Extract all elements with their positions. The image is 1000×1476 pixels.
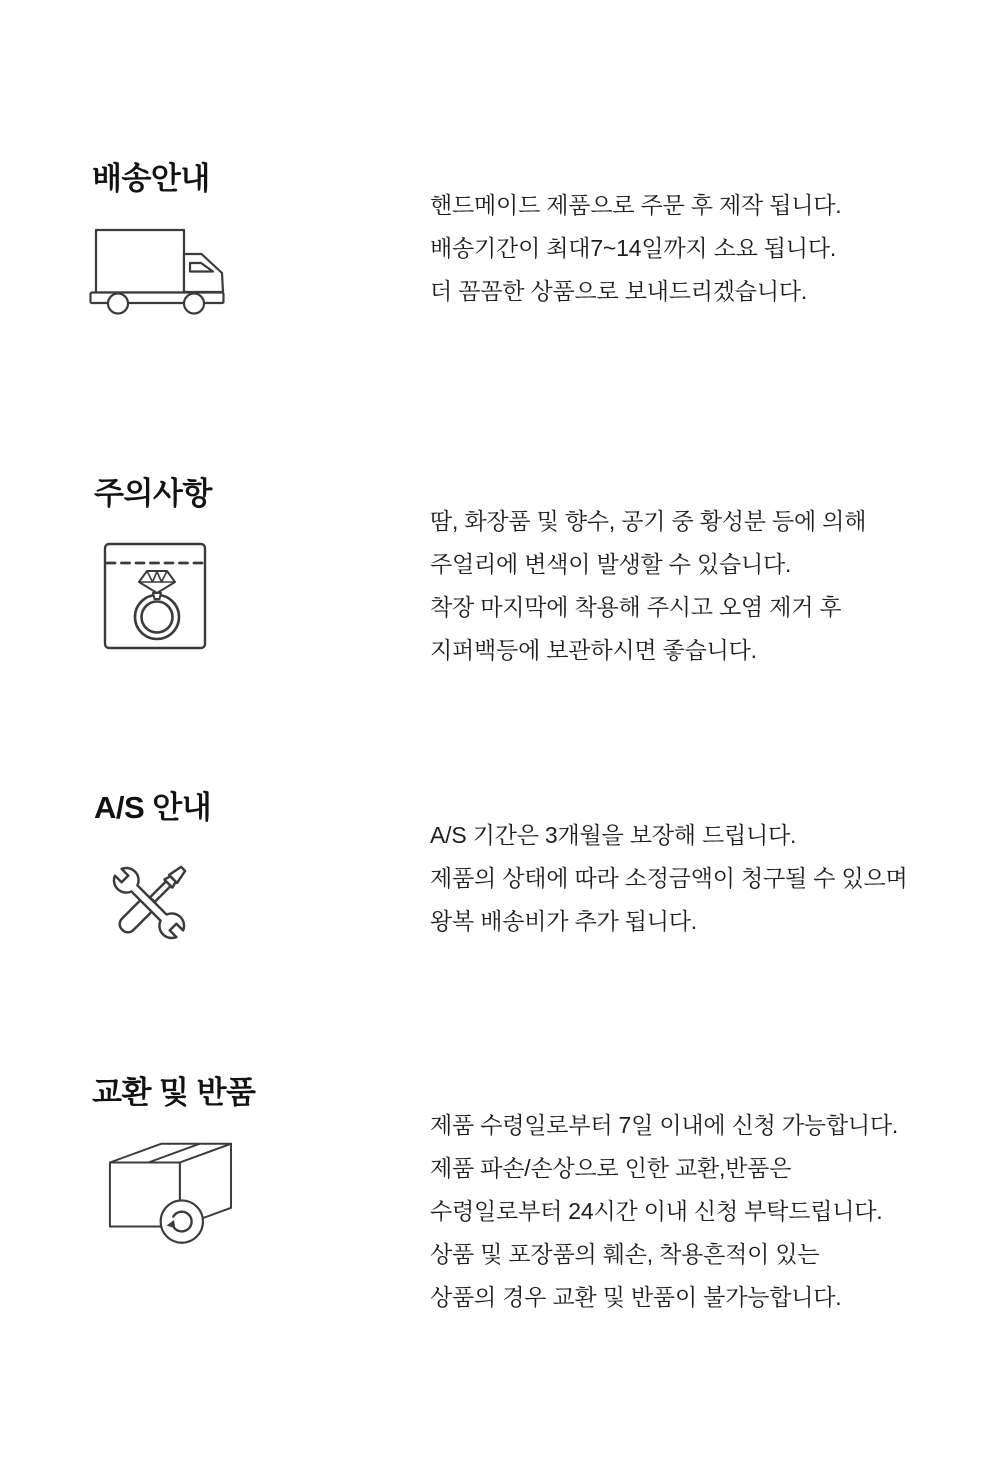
return-box-icon [105,1138,233,1250]
tools-icon [97,851,201,955]
section-title-exchange-return: 교환 및 반품 [92,1075,256,1110]
body-line: 제품의 상태에 따라 소정금액이 청구될 수 있으며 [430,865,908,891]
section-body-exchange-return [430,1104,975,1319]
body-line: 제품 수령일로부터 7일 이내에 신청 가능합니다. [430,1112,899,1138]
body-line: 지퍼백등에 보관하시면 좋습니다. [430,637,757,663]
body-line: 상품 및 포장품의 훼손, 착용흔적이 있는 [430,1241,820,1267]
section-title-after-service: A/S 안내 [94,790,212,825]
body-line: 핸드메이드 제품으로 주문 후 제작 됩니다. [430,192,842,218]
truck-icon [89,228,225,316]
body-line: 주얼리에 변색이 발생할 수 있습니다. [430,551,792,577]
body-line: 더 꼼꼼한 상품으로 보내드리겠습니다. [430,278,808,304]
section-body-caution [430,500,975,672]
body-line: 착장 마지막에 착용해 주시고 오염 제거 후 [430,594,842,620]
section-title-shipping: 배송안내 [92,161,210,196]
body-line: 제품 파손/손상으로 인한 교환,반품은 [430,1155,792,1181]
body-line: 상품의 경우 교환 및 반품이 불가능합니다. [430,1284,842,1310]
section-body-after-service [430,814,975,943]
jewelry-pouch-icon [103,542,207,650]
section-title-caution: 주의사항 [94,476,212,511]
body-line: 배송기간이 최대7~14일까지 소요 됩니다. [430,235,837,261]
body-line: 왕복 배송비가 추가 됩니다. [430,908,697,934]
body-line: 땀, 화장품 및 향수, 공기 중 황성분 등에 의해 [430,508,867,534]
section-body-shipping [430,184,975,313]
body-line: 수령일로부터 24시간 이내 신청 부탁드립니다. [430,1198,883,1224]
body-line: A/S 기간은 3개월을 보장해 드립니다. [430,822,797,848]
